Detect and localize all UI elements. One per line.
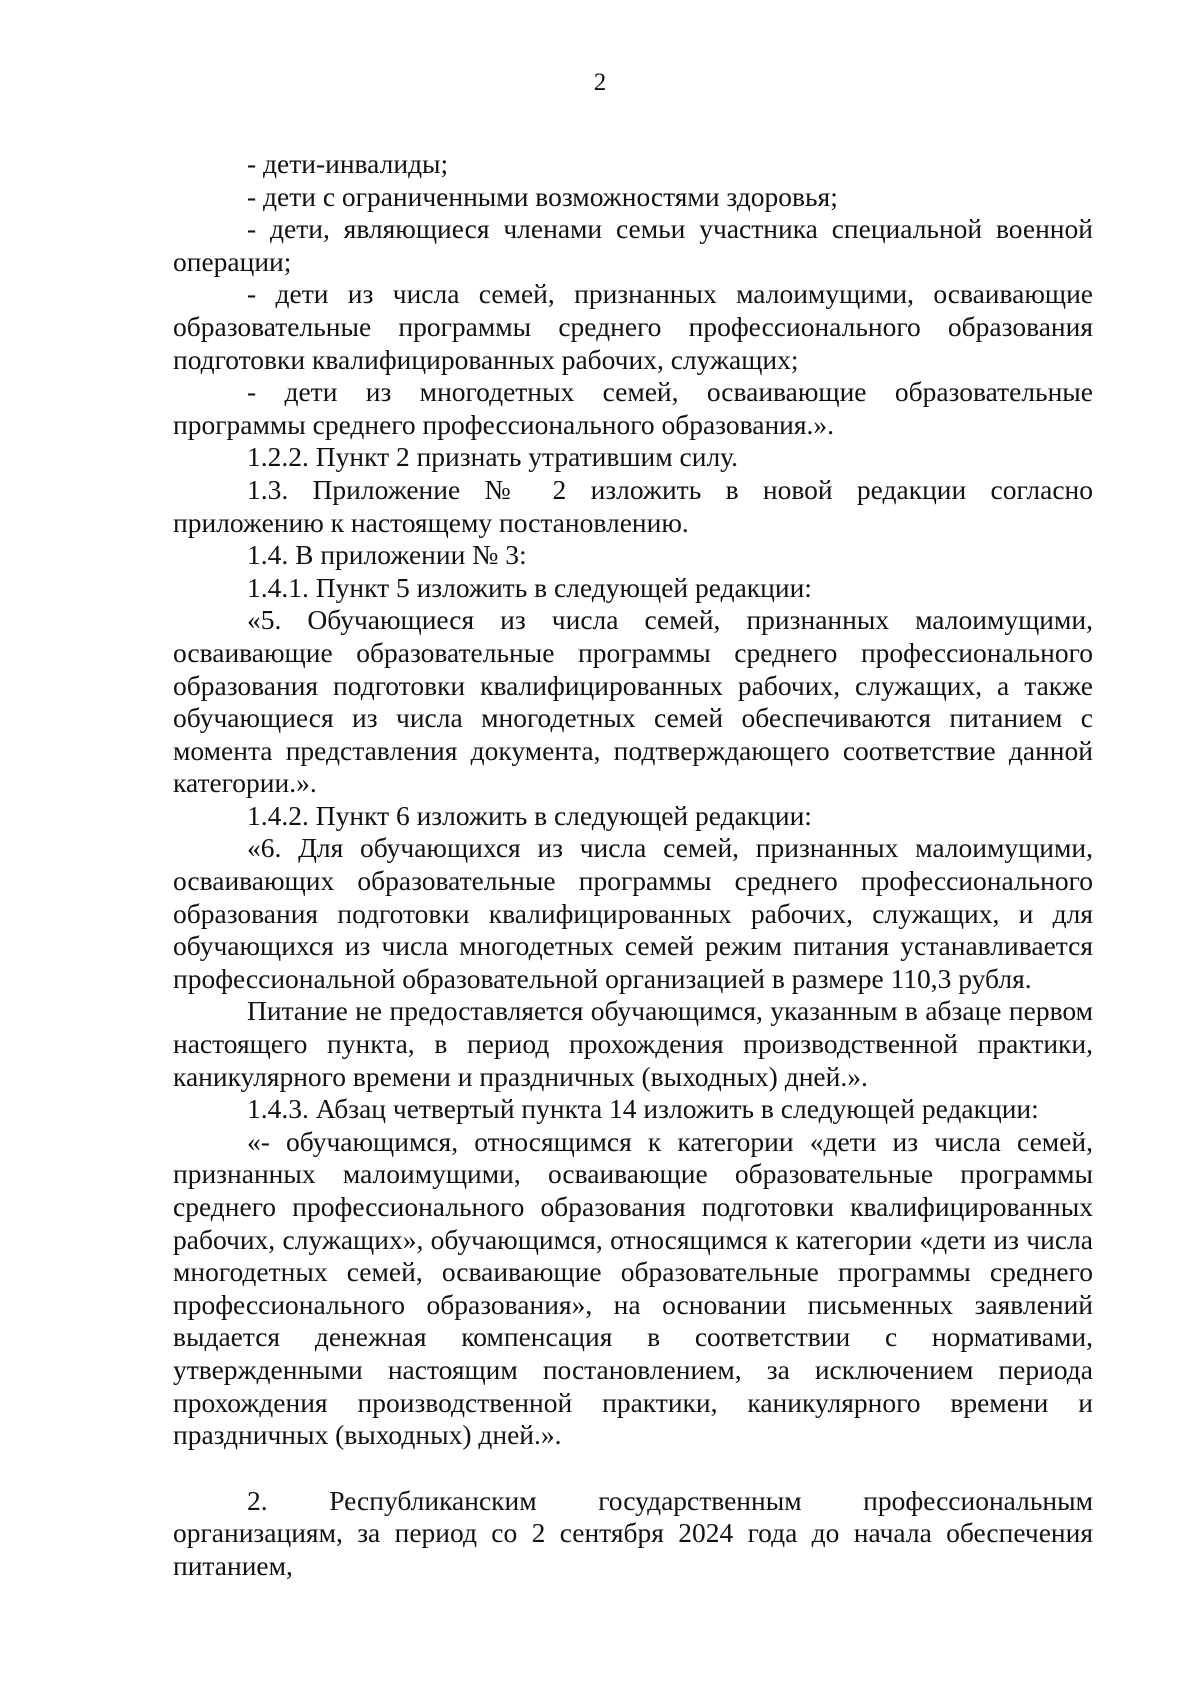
paragraph-gap bbox=[173, 1452, 1093, 1485]
clause-1-4: 1.4. В приложении № 3: bbox=[247, 539, 527, 571]
quoted-point-6: «6. Для обучающихся из числа семей, признанных малоимущими, осваивающих образовательные программы среднего профессионального образования подготовки квалифицированных рабочих, служащих, и для обучающихся из числа многодетных семей режим питания устанавливается профессиональной образовательной организацией в размере 110,3 рубля. bbox=[173, 832, 1093, 994]
clause-1-4-2: 1.4.2. Пункт 6 изложить в следующей редакции: bbox=[247, 799, 812, 831]
list-item-limited-health: - дети с ограниченными возможностями здоровья; bbox=[247, 180, 838, 212]
clause-1-4-1: 1.4.1. Пункт 5 изложить в следующей редакции: bbox=[247, 571, 812, 603]
list-item-disabled-children: - дети-инвалиды; bbox=[247, 148, 449, 179]
quoted-point-5: «5. Обучающиеся из числа семей, признанных малоимущими, осваивающие образовательные программы среднего профессионального образования подготовки квалифицированных рабочих, служащих, а также обучающиеся из числа многодетных семей обеспечиваются питанием с момента представления документа, подтверждающего соответствие данной категории.». bbox=[173, 604, 1093, 799]
clause-1-2-2: 1.2.2. Пункт 2 признать утратившим силу. bbox=[247, 441, 739, 473]
document-body bbox=[173, 148, 1093, 1583]
quoted-point-14-paragraph-4: «- обучающимся, относящимся к категории «дети из числа семей, признанных малоимущими, осваивающие образовательные программы среднего профессионального образования подготовки квалифицированных рабочих, служащих», обучающимся, относящимся к категории «дети из числа многодетных семей, осваивающие образовательные программы среднего профессионального образования», на основании письменных заявлений выдается денежная компенсация в соответствии с нормативами, утвержденными настоящим постановлением, за исключением периода прохождения производственной практики, каникулярного времени и праздничных (выходных) дней.». bbox=[173, 1125, 1093, 1451]
clause-1-4-3: 1.4.3. Абзац четвертый пункта 14 изложить в следующей редакции: bbox=[247, 1093, 1039, 1125]
list-item-large-families: - дети из многодетных семей, осваивающие образовательные программы среднего профессионального образования.». bbox=[173, 376, 1093, 440]
quoted-point-6-paragraph-2: Питание не предоставляется обучающимся, указанным в абзаце первом настоящего пункта, в период прохождения производственной практики, каникулярного времени и праздничных (выходных) дней.». bbox=[173, 995, 1093, 1092]
list-item-low-income: - дети из числа семей, признанных малоимущими, осваивающие образовательные программы среднего профессионального образования подготовки квалифицированных рабочих, служащих; bbox=[173, 278, 1093, 375]
page-number: 2 bbox=[593, 69, 607, 96]
clause-1-3: 1.3. Приложение № 2 изложить в новой редакции согласно приложению к настоящему постановлению. bbox=[173, 473, 1093, 538]
list-item-svo-families: - дети, являющиеся членами семьи участника специальной военной операции; bbox=[173, 213, 1093, 277]
clause-2: 2. Республиканским государственным профессиональным организациям, за период со 2 сентября 2024 года до начала обеспечения питанием, bbox=[173, 1484, 1093, 1581]
